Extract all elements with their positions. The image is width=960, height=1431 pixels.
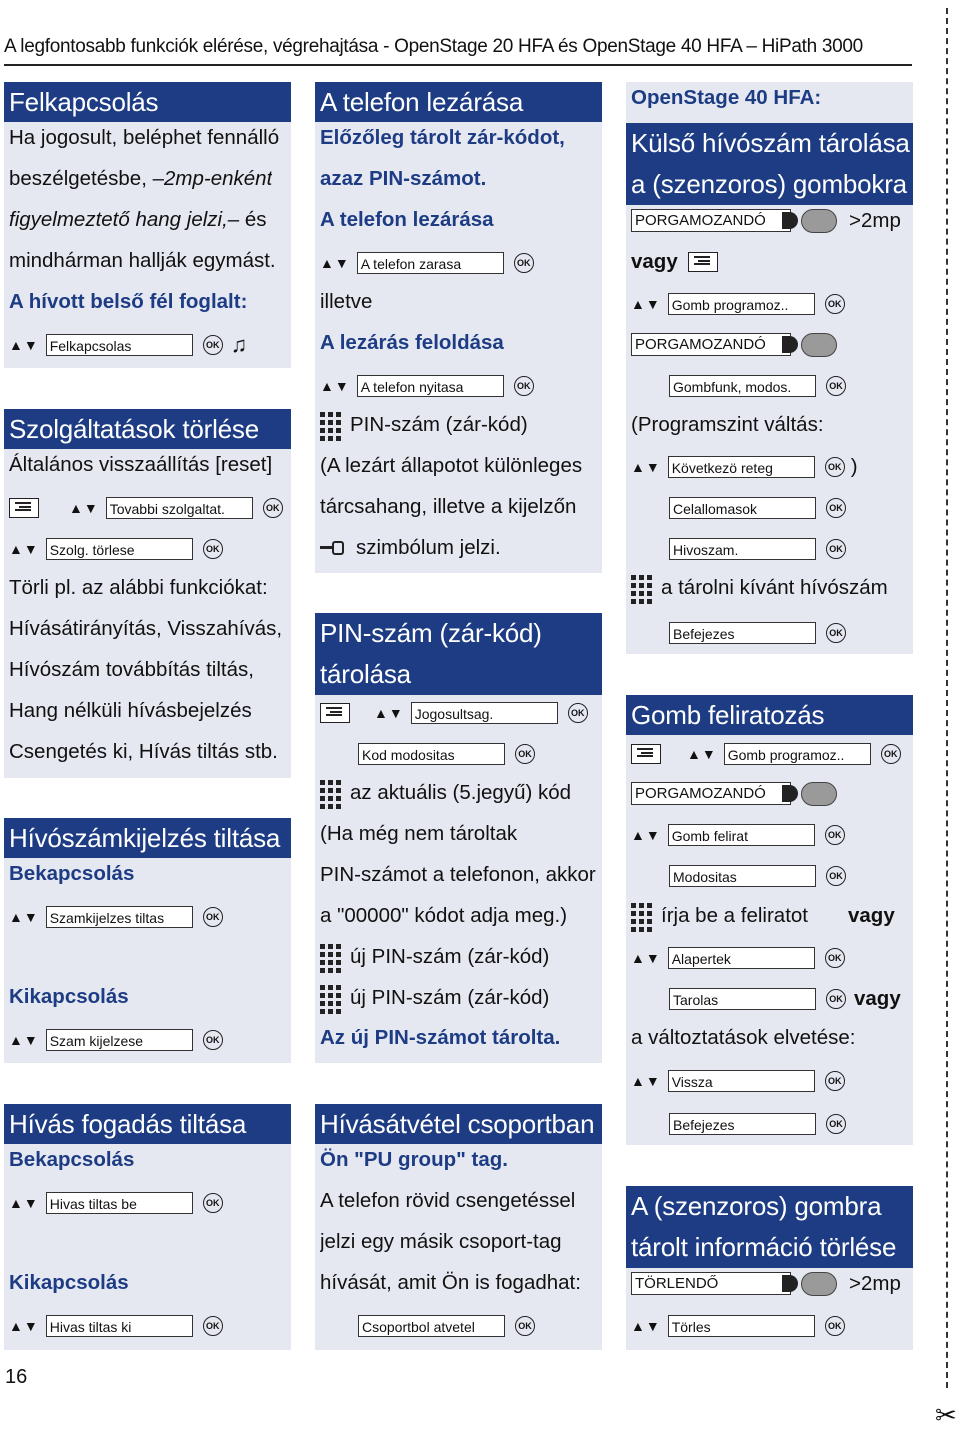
up-down-arrows-icon[interactable]: ▲▼ xyxy=(9,1031,39,1048)
ok-icon[interactable]: OK xyxy=(203,335,223,355)
up-down-arrows-icon[interactable]: ▲▼ xyxy=(9,336,39,353)
up-down-arrows-icon[interactable]: ▲▼ xyxy=(320,254,350,271)
display-option[interactable]: Kod modositas xyxy=(358,743,505,765)
display-option[interactable]: Tarolas xyxy=(669,988,816,1010)
text-span: beszélgetésbe, – xyxy=(9,166,165,190)
menu-row[interactable] xyxy=(9,324,247,365)
up-down-arrows-icon[interactable]: ▲▼ xyxy=(9,540,39,557)
text-span-italic: figyelmeztető hang jelzi, xyxy=(9,207,228,231)
text-span: – és xyxy=(227,207,267,231)
title-lezaras: A telefon lezárása xyxy=(315,82,602,122)
title-line: tárolt információ törlése xyxy=(631,1232,897,1262)
title-line: tárolása xyxy=(320,659,411,689)
display-option[interactable]: A telefon zarasa xyxy=(357,252,504,274)
display-option[interactable]: Gomb felirat xyxy=(668,824,815,846)
display-option[interactable]: Szamkijelzes tiltas xyxy=(46,906,193,928)
ok-icon[interactable]: OK xyxy=(203,539,223,559)
ok-icon[interactable]: OK xyxy=(825,294,845,314)
menu-row[interactable] xyxy=(358,733,535,774)
up-down-arrows-icon[interactable]: ▲▼ xyxy=(69,499,99,516)
text-line: Hang nélküli hívásbejelzés xyxy=(9,698,252,722)
subheading: A hívott belső fél foglalt: xyxy=(9,289,248,313)
up-down-arrows-icon[interactable]: ▲▼ xyxy=(374,704,404,721)
menu-row[interactable] xyxy=(631,733,901,774)
menu-row[interactable] xyxy=(631,283,845,324)
ok-icon[interactable]: OK xyxy=(825,457,845,477)
text-line xyxy=(320,527,501,568)
display-option[interactable]: Törles xyxy=(668,1315,815,1337)
text-line: Törli pl. az alábbi funkciókat: xyxy=(9,575,268,599)
menu-row[interactable] xyxy=(631,1305,845,1346)
up-down-arrows-icon[interactable]: ▲▼ xyxy=(687,745,717,762)
music-note-icon: ♫ xyxy=(230,331,248,357)
keypad-row xyxy=(320,404,528,445)
text-span: a tárolni kívánt hívószám xyxy=(661,575,888,599)
scissors-icon: ✂ xyxy=(935,1400,957,1430)
title-kulso xyxy=(626,123,913,205)
display-option[interactable]: Hivas tiltas ki xyxy=(46,1315,193,1337)
title-csoport: Hívásátvétel csoportban xyxy=(315,1104,602,1144)
menu-row[interactable] xyxy=(9,487,283,528)
text-line: jelzi egy másik csoport-tag xyxy=(320,1229,562,1253)
text-span: szimbólum jelzi. xyxy=(356,535,501,559)
text-line: (Ha még nem tároltak xyxy=(320,821,518,845)
menu-row[interactable] xyxy=(9,1019,223,1060)
menu-key-icon[interactable] xyxy=(9,498,39,518)
text-line xyxy=(9,158,272,199)
menu-row[interactable] xyxy=(9,1182,223,1223)
up-down-arrows-icon[interactable]: ▲▼ xyxy=(631,295,661,312)
sensor-key-icon[interactable] xyxy=(801,209,837,233)
menu-row[interactable] xyxy=(320,692,588,733)
display-option[interactable]: Gomb programoz.. xyxy=(668,293,815,315)
subheading: A lezárás feloldása xyxy=(320,330,504,354)
menu-row[interactable] xyxy=(669,612,846,653)
menu-row[interactable] xyxy=(320,242,534,283)
display-option[interactable]: Celallomasok xyxy=(669,497,816,519)
sensor-key-icon[interactable] xyxy=(801,333,837,357)
subheading: Bekapcsolás xyxy=(9,1147,135,1171)
title-line: PIN-szám (zár-kód) xyxy=(320,618,542,648)
text-span: vagy xyxy=(848,903,895,927)
text-span: >2mp xyxy=(849,208,901,232)
menu-row[interactable] xyxy=(669,528,846,569)
menu-row[interactable] xyxy=(358,1305,535,1346)
subheading: A telefon lezárása xyxy=(320,207,494,231)
title-felirat: Gomb feliratozás xyxy=(626,695,913,735)
or-row xyxy=(631,241,726,282)
menu-row[interactable] xyxy=(669,855,846,896)
key-row[interactable] xyxy=(631,200,901,241)
text-span: új PIN-szám (zár-kód) xyxy=(350,944,550,968)
display-option[interactable]: Szam kijelzese xyxy=(46,1029,193,1051)
keypad-row xyxy=(320,772,571,813)
title-szolg: Szolgáltatások törlése xyxy=(4,409,291,449)
text-span: új PIN-szám (zár-kód) xyxy=(350,985,550,1009)
display-option[interactable]: Befejezes xyxy=(669,1113,816,1135)
menu-row[interactable] xyxy=(631,446,858,487)
ok-icon[interactable]: OK xyxy=(203,1193,223,1213)
menu-row[interactable] xyxy=(9,1305,223,1346)
program-key-label[interactable]: PORGAMOZANDÓ xyxy=(631,333,791,356)
menu-row[interactable] xyxy=(631,1060,845,1101)
ok-icon[interactable]: OK xyxy=(826,1114,846,1134)
keypad-icon[interactable] xyxy=(320,982,342,1014)
text-line: Ha jogosult, beléphet fennálló xyxy=(9,125,280,149)
display-option[interactable]: Alapertek xyxy=(668,947,815,969)
text-span: vagy xyxy=(631,249,678,273)
header-divider xyxy=(4,64,912,66)
ok-icon[interactable]: OK xyxy=(826,539,846,559)
up-down-arrows-icon[interactable]: ▲▼ xyxy=(9,908,39,925)
text-span: >2mp xyxy=(849,1271,901,1295)
menu-row[interactable] xyxy=(631,937,845,978)
text-line: (Programszint váltás: xyxy=(631,412,824,436)
title-torles xyxy=(626,1186,913,1268)
menu-key-icon[interactable] xyxy=(688,252,718,272)
ok-icon[interactable]: OK xyxy=(826,866,846,886)
menu-key-icon[interactable] xyxy=(320,703,350,723)
display-option[interactable]: Gombfunk, modos. xyxy=(669,375,816,397)
display-option[interactable]: Tovabbi szolgaltat. xyxy=(106,497,253,519)
up-down-arrows-icon[interactable]: ▲▼ xyxy=(631,826,661,843)
ok-icon[interactable]: OK xyxy=(514,253,534,273)
subheading: Ön "PU group" tag. xyxy=(320,1147,508,1171)
keypad-icon[interactable] xyxy=(320,409,342,441)
up-down-arrows-icon[interactable]: ▲▼ xyxy=(9,1194,39,1211)
keypad-icon[interactable] xyxy=(631,572,653,604)
text-span: az aktuális (5.jegyű) kód xyxy=(350,780,572,804)
text-span-italic: 2mp-enként xyxy=(164,166,273,190)
up-down-arrows-icon[interactable]: ▲▼ xyxy=(631,949,661,966)
text-span: PIN-szám (zár-kód) xyxy=(350,412,528,436)
text-line: Hívószám továbbítás tiltás, xyxy=(9,657,254,681)
keypad-row xyxy=(631,567,888,608)
display-option[interactable]: Modositas xyxy=(669,865,816,887)
ok-icon[interactable]: OK xyxy=(514,376,534,396)
ok-icon[interactable]: OK xyxy=(826,989,846,1009)
title-felkapcsolas: Felkapcsolás xyxy=(4,82,291,122)
keypad-icon[interactable] xyxy=(320,941,342,973)
ok-icon[interactable]: OK xyxy=(263,498,283,518)
ok-icon[interactable]: OK xyxy=(826,376,846,396)
key-row[interactable] xyxy=(631,1263,901,1304)
lock-key-icon xyxy=(320,541,342,555)
text-line: (A lezárt állapotot különleges xyxy=(320,453,583,477)
menu-row[interactable] xyxy=(669,365,846,406)
display-option[interactable]: Csoportbol atvetel xyxy=(358,1315,505,1337)
display-option[interactable]: Befejezes xyxy=(669,622,816,644)
keypad-row xyxy=(631,895,895,936)
menu-row[interactable] xyxy=(320,365,534,406)
text-line: A telefon rövid csengetéssel xyxy=(320,1188,576,1212)
text-line: Hívásátirányítás, Visszahívás, xyxy=(9,616,283,640)
cut-line xyxy=(946,8,948,1388)
text-line: illetve xyxy=(320,289,373,313)
ok-icon[interactable]: OK xyxy=(203,1030,223,1050)
menu-row[interactable] xyxy=(669,978,901,1019)
menu-row[interactable] xyxy=(669,1103,846,1144)
ok-icon[interactable]: OK xyxy=(825,1071,845,1091)
display-option[interactable]: Gomb programoz.. xyxy=(724,743,871,765)
title-pin xyxy=(315,613,602,695)
subheading: azaz PIN-számot. xyxy=(320,166,487,190)
text-span: írja be a feliratot xyxy=(661,903,808,927)
keypad-row xyxy=(320,936,549,977)
ok-icon[interactable]: OK xyxy=(515,1316,535,1336)
delete-key-label[interactable]: TÖRLENDŐ xyxy=(631,1272,791,1295)
display-option[interactable]: Jogosultsag. xyxy=(411,702,558,724)
subheading: Az új PIN-számot tárolta. xyxy=(320,1025,561,1049)
text-line: Általános visszaállítás [reset] xyxy=(9,452,273,476)
up-down-arrows-icon[interactable]: ▲▼ xyxy=(631,1072,661,1089)
display-option[interactable]: Felkapcsolas xyxy=(46,334,193,356)
text-line: hívását, amit Ön is fogadhat: xyxy=(320,1270,581,1294)
up-down-arrows-icon[interactable]: ▲▼ xyxy=(631,458,661,475)
program-key-label[interactable]: PORGAMOZANDÓ xyxy=(631,782,791,805)
menu-row[interactable] xyxy=(631,814,845,855)
menu-row[interactable] xyxy=(9,896,223,937)
text-line: mindhárman hallják egymást. xyxy=(9,248,276,272)
ok-icon[interactable]: OK xyxy=(568,703,588,723)
title-line: a (szenzoros) gombokra xyxy=(631,169,907,199)
ok-icon[interactable]: OK xyxy=(825,825,845,845)
text-line: Csengetés ki, Hívás tiltás stb. xyxy=(9,739,278,763)
title-hivasfog: Hívás fogadás tiltása xyxy=(4,1104,291,1144)
display-option[interactable]: Szolg. törlese xyxy=(46,538,193,560)
page-number: 16 xyxy=(5,1366,28,1388)
page-header: A legfontosabb funkciók elérése, végrehajtása - OpenStage 20 HFA és OpenStage 40 HFA – HiPath 3000 xyxy=(4,36,863,57)
sensor-key-icon[interactable] xyxy=(801,782,837,806)
keypad-icon[interactable] xyxy=(631,900,653,932)
menu-key-icon[interactable] xyxy=(631,744,661,764)
subheading: Előzőleg tárolt zár-kódot, xyxy=(320,125,565,149)
sensor-key-icon[interactable] xyxy=(801,1272,837,1296)
text-span: vagy xyxy=(854,986,901,1010)
up-down-arrows-icon[interactable]: ▲▼ xyxy=(631,1317,661,1334)
text-line: a változtatások elvetése: xyxy=(631,1025,856,1049)
subheading: Bekapcsolás xyxy=(9,861,135,885)
keypad-row xyxy=(320,977,549,1018)
title-line: Külső hívószám tárolása xyxy=(631,128,910,158)
up-down-arrows-icon[interactable]: ▲▼ xyxy=(9,1317,39,1334)
menu-row[interactable] xyxy=(669,487,846,528)
subheading: Kikapcsolás xyxy=(9,1270,129,1294)
keypad-icon[interactable] xyxy=(320,777,342,809)
up-down-arrows-icon[interactable]: ▲▼ xyxy=(320,377,350,394)
key-row[interactable] xyxy=(631,773,849,814)
display-option[interactable]: Hivoszam. xyxy=(669,538,816,560)
text-line: PIN-számot a telefonon, akkor xyxy=(320,862,596,886)
menu-row[interactable] xyxy=(9,528,223,569)
subheading: Kikapcsolás xyxy=(9,984,129,1008)
ok-icon[interactable]: OK xyxy=(881,744,901,764)
display-option[interactable]: Következö reteg xyxy=(668,456,815,478)
title-hivoszam: Hívószámkijelzés tiltása xyxy=(4,818,291,858)
ok-icon[interactable]: OK xyxy=(826,623,846,643)
display-option[interactable]: Hivas tiltas be xyxy=(46,1192,193,1214)
text-line xyxy=(9,199,267,240)
text-line: a "00000" kódot adja meg.) xyxy=(320,903,568,927)
model-heading: OpenStage 40 HFA: xyxy=(631,85,822,109)
display-option[interactable]: Vissza xyxy=(668,1070,815,1092)
ok-icon[interactable]: OK xyxy=(826,498,846,518)
text-span: ) xyxy=(850,454,858,478)
ok-icon[interactable]: OK xyxy=(203,1316,223,1336)
ok-icon[interactable]: OK xyxy=(825,948,845,968)
ok-icon[interactable]: OK xyxy=(203,907,223,927)
text-line: tárcsahang, illetve a kijelzőn xyxy=(320,494,577,518)
program-key-label[interactable]: PORGAMOZANDÓ xyxy=(631,209,791,232)
ok-icon[interactable]: OK xyxy=(825,1316,845,1336)
display-option[interactable]: A telefon nyitasa xyxy=(357,375,504,397)
title-line: A (szenzoros) gombra xyxy=(631,1191,882,1221)
key-row[interactable] xyxy=(631,324,849,365)
ok-icon[interactable]: OK xyxy=(515,744,535,764)
